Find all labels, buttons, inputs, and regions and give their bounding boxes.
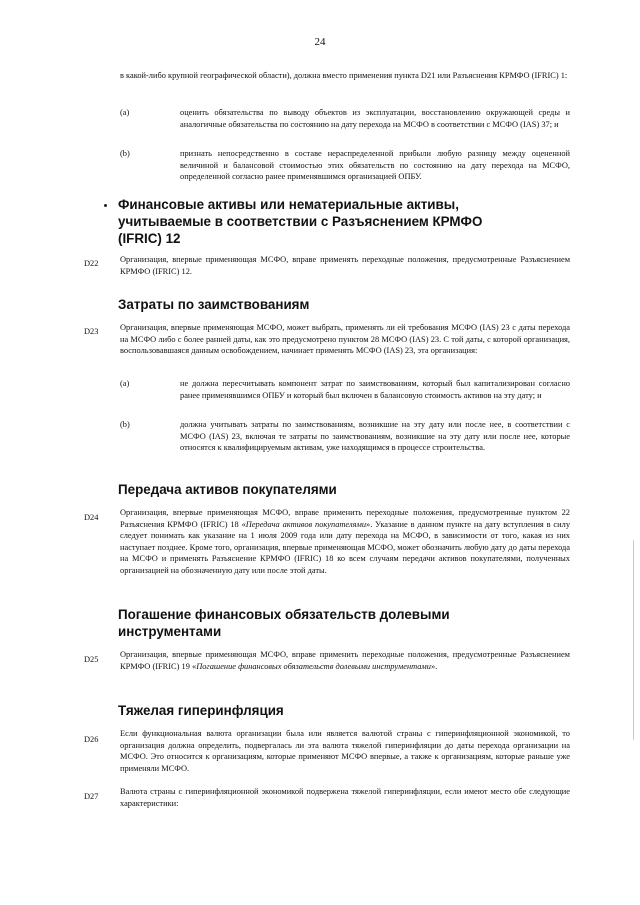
paragraph-number: D25 xyxy=(84,655,99,664)
item-label: (a) xyxy=(120,379,130,388)
scan-dot-mark xyxy=(104,204,107,207)
d23-item-a xyxy=(120,378,570,401)
paragraph-number: D27 xyxy=(84,792,99,801)
paragraph-d23: Организация, впервые применяющая МСФО, может выбрать, применять ли ей требования МСФО (IAS) 23 с даты перехода на МСФО либо с более ранней даты, как это предусмотрено пунктом 28 МСФО (IAS) 23. С той даты, с которой организация, воспользовавшаяся данным освобождением, начинает применять МСФО (IAS) 23, эта организация: xyxy=(120,323,570,356)
d24-italic-title: Передача активов покупателями xyxy=(245,519,367,529)
paragraph-d27: Валюта страны с гиперинфляционной экономикой подвержена тяжелой гиперинфляции, если имеют место обе следующие характеристики: xyxy=(120,787,570,808)
d24-text-start: Организация, впервые применяющая МСФО, вправе применить переходные положения, предусмотренные пунктом 22 Разъяснения КРМФО (IFRIC) 18 « xyxy=(120,508,570,529)
item-label: (b) xyxy=(120,149,130,158)
d25-text-end: ». xyxy=(430,661,438,671)
item-text: должна учитывать затраты по заимствованиям, возникшие на эту дату или после нее, в соответствии с МСФО (IAS) 23, включая те затраты по заимствованиям, возникшие на эту дату или после нее, которые относятся к квалифицируемым активам, уже находящимся в процессе строительства. xyxy=(180,420,570,453)
section-heading-ifric12: Финансовые активы или нематериальные активы, учитываемые в соответствии с Разъяснением КРМФО (IFRIC) 12 xyxy=(118,197,483,246)
intro-item-a xyxy=(120,107,570,130)
page-number: 24 xyxy=(314,36,326,48)
d25-text-start: Организация, впервые применяющая МСФО, вправе применить переходные положения, предусмотренные Разъяснением КРМФО (IFRIC) 19 « xyxy=(120,650,570,671)
paragraph-number: D22 xyxy=(84,259,99,268)
intro-item-b xyxy=(120,148,570,183)
section-heading-borrowing-costs: Затраты по заимствованиям xyxy=(118,297,310,312)
paragraph-d22: Организация, впервые применяющая МСФО, вправе применять переходные положения, предусмотренные Разъяснением КРМФО (IFRIC) 12. xyxy=(120,255,570,276)
d24-text-end: ». Указание в данном пункте на дату вступления в силу следует понимать как указание на 1 июля 2009 года или дату перехода на МСФО, в зависимости от того, какая из них наступает позднее. Кроме того, организация, впервые применяющая МСФО, может обозначить любую дату до даты перехода на МСФО и применять Разъяснение КРМФО (IFRIC) 18 ко всем случаям передачи активов покупателями, полученных организацией на обозначенную дату или после этой даты. xyxy=(120,519,571,575)
paragraph-d24 xyxy=(120,507,570,577)
item-label: (b) xyxy=(120,420,130,429)
d25-italic-title: Погашение финансовых обязательств долевыми инструментами xyxy=(196,661,431,671)
intro-paragraph: в какой-либо крупной географической области), должна вместо применения пункта D21 или Разъяснения КРМФО (IFRIC) 1: xyxy=(120,71,568,80)
paragraph-number: D23 xyxy=(84,327,99,336)
paragraph-number: D24 xyxy=(84,513,99,522)
section-heading-severe-hyperinflation: Тяжелая гиперинфляция xyxy=(118,703,284,718)
scan-edge-line xyxy=(633,540,634,740)
paragraph-d26: Если функциональная валюта организации была или является валютой страны с гиперинфляционной экономикой, то организация должна определить, подвергалась ли эта валюта тяжелой гиперинфляции до даты перехода организации на МСФО. Это относится к организациям, которые применяют МСФО впервые, а также к организациям, которые раньше уже применяли МСФО. xyxy=(120,729,570,773)
item-text: не должна пересчитывать компонент затрат по заимствованиям, который был капитализирован согласно ранее применявшимся ОПБУ и который был включен в балансовую стоимость активов на эту дату; и xyxy=(180,379,570,400)
section-heading-transfer-of-assets: Передача активов покупателями xyxy=(118,482,337,497)
d23-item-b xyxy=(120,419,570,454)
item-text: признать непосредственно в составе нераспределенной прибыли любую разницу между оцененной величиной и балансовой стоимостью этих обязательств по состоянию на дату перехода на МСФО, определенной согласно ранее применявшимся организацией ОПБУ. xyxy=(180,149,570,182)
paragraph-number: D26 xyxy=(84,735,99,744)
item-label: (a) xyxy=(120,108,130,117)
paragraph-d25 xyxy=(120,649,570,672)
section-heading-extinguishing-liabilities: Погашение финансовых обязательств долевыми инструментами xyxy=(118,607,450,639)
item-text: оценить обязательства по выводу объектов из эксплуатации, восстановлению окружающей среды и аналогичные обязательства по состоянию на дату перехода на МСФО в соответствии с МСФО (IAS) 37; и xyxy=(180,108,570,129)
